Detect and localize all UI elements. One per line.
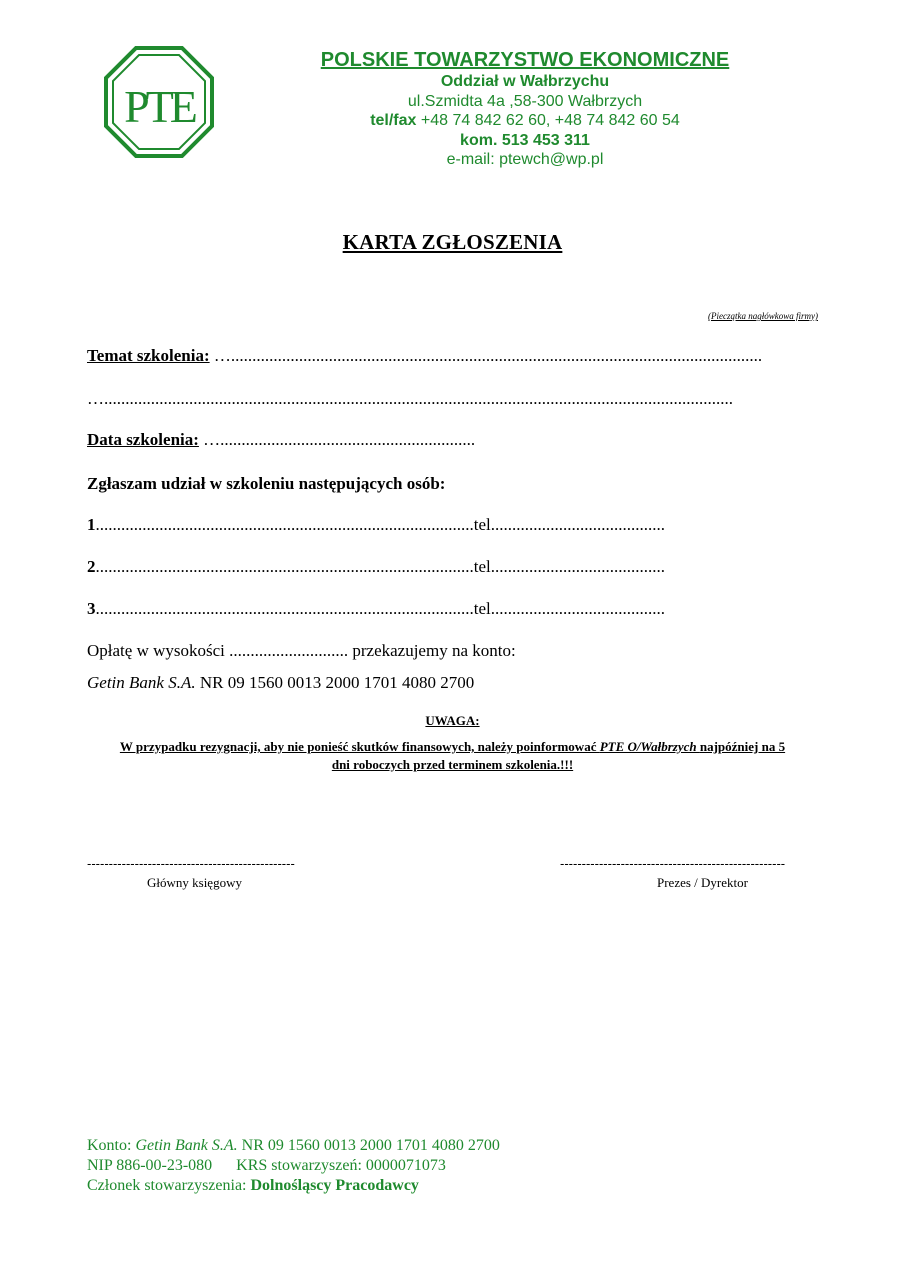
bank-account: NR 09 1560 0013 2000 1701 4080 2700 xyxy=(195,673,475,692)
participant-dots: ......................................................................................... xyxy=(95,515,474,534)
participant-dots: ......................................................................................... xyxy=(95,557,474,576)
payment-line: Opłatę w wysokości ............................ przekazujemy na konto: xyxy=(87,641,516,660)
pte-logo xyxy=(104,46,214,158)
bank-name: Getin Bank S.A. xyxy=(87,673,196,692)
org-name: POLSKIE TOWARZYSTWO EKONOMICZNE xyxy=(320,49,730,71)
topic-line-2[interactable] xyxy=(87,389,822,409)
participants-heading: Zgłaszam udział w szkoleniu następujących osób: xyxy=(87,474,446,493)
footer-member xyxy=(87,1176,500,1196)
participant-tel-dots: ......................................... xyxy=(490,515,665,534)
notice-heading: UWAGA: xyxy=(425,713,480,728)
footer xyxy=(87,1136,500,1196)
topic-dots-2: ….................................................................................................................................................... xyxy=(87,389,733,408)
org-address: ul.Szmidta 4a ,58-300 Wałbrzych xyxy=(407,92,643,110)
org-email: e-mail: ptewch@wp.pl xyxy=(446,151,604,168)
org-telfax xyxy=(300,111,750,131)
footer-konto xyxy=(87,1136,500,1156)
form-title: KARTA ZGŁOSZENIA xyxy=(342,230,563,254)
org-branch: Oddział w Wałbrzychu xyxy=(440,73,610,90)
date-line[interactable] xyxy=(87,430,822,450)
participant-row[interactable] xyxy=(87,557,822,577)
member-value: Dolnośląscy Pracodawcy xyxy=(250,1177,419,1194)
participant-tel-label: tel xyxy=(473,515,491,534)
topic-line[interactable] xyxy=(87,346,822,366)
topic-label: Temat szkolenia: xyxy=(87,346,210,365)
signature-line-right: ---------------------------------------------------- xyxy=(560,856,786,871)
organization-header xyxy=(300,48,750,170)
participant-number: 2 xyxy=(87,557,96,576)
bank-line xyxy=(87,673,822,693)
konto-label: Konto: xyxy=(87,1137,136,1154)
date-dots: …............................................................ xyxy=(198,430,476,449)
participant-tel-label: tel xyxy=(473,557,491,576)
participant-dots: ......................................................................................... xyxy=(95,599,474,618)
participant-tel-dots: ......................................... xyxy=(490,557,665,576)
participant-number: 3 xyxy=(87,599,96,618)
participant-row[interactable] xyxy=(87,515,822,535)
notice-text-a: W przypadku rezygnacji, aby nie ponieść skutków finansowych, należy poinformować xyxy=(119,739,600,754)
notice-text-em: PTE O/Wałbrzych xyxy=(599,739,700,754)
notice-text-b: najpóźniej na 5 dni roboczych przed terminem szkolenia.!!! xyxy=(331,739,786,772)
participant-tel-dots: ......................................... xyxy=(490,599,665,618)
konto-nr: NR 09 1560 0013 2000 1701 4080 2700 xyxy=(237,1137,500,1154)
participant-row[interactable] xyxy=(87,599,822,619)
participant-number: 1 xyxy=(87,515,96,534)
signature-label-left: Główny księgowy xyxy=(147,875,242,890)
member-label: Członek stowarzyszenia: xyxy=(87,1177,251,1194)
logo-text: PTE xyxy=(124,81,194,132)
telfax-label: tel/fax xyxy=(370,112,417,129)
footer-nip: NIP 886-00-23-080 KRS stowarzyszeń: 0000071073 xyxy=(87,1157,446,1174)
participant-tel-label: tel xyxy=(473,599,491,618)
signature-label-right: Prezes / Dyrektor xyxy=(657,875,748,890)
signature-line-left: ------------------------------------------------ xyxy=(87,856,295,871)
topic-dots: …............................................................................................................................. xyxy=(209,346,763,365)
date-label: Data szkolenia: xyxy=(87,430,199,449)
stamp-note: (Pieczątka nagłówkowa firmy) xyxy=(708,311,818,321)
telfax-value: +48 74 842 62 60, +48 74 842 60 54 xyxy=(416,112,680,129)
org-kom: kom. 513 453 311 xyxy=(460,131,590,149)
konto-bank: Getin Bank S.A. xyxy=(135,1137,238,1154)
notice-text xyxy=(110,738,795,774)
